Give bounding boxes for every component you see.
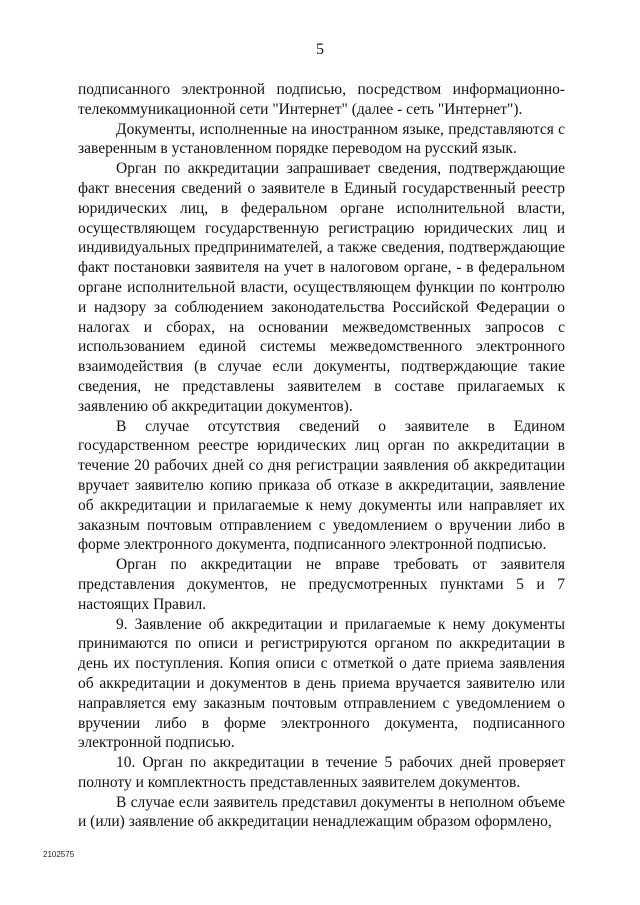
paragraph-5: Орган по аккредитации не вправе требовать от заявителя представления документов, не предусмотренных пунктами 5 и 7 настоящих Правил. <box>78 556 565 613</box>
paragraph-1: подписанного электронной подписью, посредством информационно-телекоммуникационной сети "Интернет" (далее - сеть "Интернет"). <box>78 81 565 118</box>
paragraph-2: Документы, исполненные на иностранном языке, представляются с заверенным в установленном порядке переводом на русский язык. <box>78 120 565 158</box>
document-code: 2102575 <box>43 850 75 859</box>
paragraph-8: В случае если заявитель представил документы в неполном объеме и (или) заявление об аккредитации ненадлежащим образом оформлено, <box>78 793 565 831</box>
page-number: 5 <box>316 41 324 58</box>
document-body <box>78 80 565 832</box>
paragraph-item-9: 9. Заявление об аккредитации и прилагаемые к нему документы принимаются по описи и регистрируются органом по аккредитации в день их поступления. Копия описи с отметкой о дате приема заявления об аккредитации и документов в день приема вручается заявителю или направляется ему заказным почтовым отправлением с уведомлением о вручении либо в форме электронного документа, подписанного электронной подписью. <box>78 615 565 752</box>
paragraph-3: Орган по аккредитации запрашивает сведения, подтверждающие факт внесения сведений о заявителе в Единый государственный реестр юридических лиц, в федеральном органе исполнительной власти, осуществляющем государственную регистрацию юридических лиц и индивидуальных предпринимателей, а также сведения, подтверждающие факт постановки заявителя на учет в налоговом органе, - в федеральном органе исполнительной власти, осуществляющем функции по контролю и надзору за соблюдением законодательства Российской Федерации о налогах и сборах, на основании межведомственных запросов с использованием единой системы межведомственного электронного взаимодействия (в случае если документы, подтверждающие такие сведения, не представлены заявителем в составе прилагаемых к заявлению об аккредитации документов). <box>78 160 565 415</box>
paragraph-item-10: 10. Орган по аккредитации в течение 5 рабочих дней проверяет полноту и комплектность представленных заявителем документов. <box>78 754 565 791</box>
paragraph-4: В случае отсутствия сведений о заявителе в Едином государственном реестре юридических лиц орган по аккредитации в течение 20 рабочих дней со дня регистрации заявления об аккредитации вручает заявителю копию приказа об отказе в аккредитации, заявление об аккредитации и прилагаемые к нему документы или направляет их заказным почтовым отправлением с уведомлением о вручении либо в форме электронного документа, подписанного электронной подписью. <box>78 417 565 554</box>
